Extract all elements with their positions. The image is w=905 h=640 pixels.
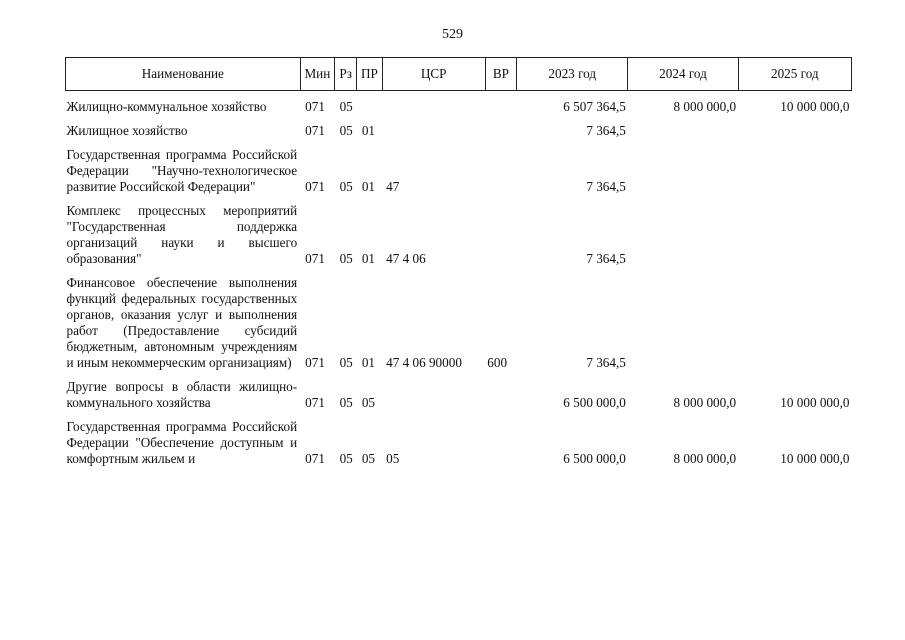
header-min: Мин [300, 58, 334, 91]
row-min: 071 [305, 395, 325, 410]
row-pr: 01 [361, 123, 375, 138]
row-2024 [628, 275, 738, 371]
table-row [66, 147, 852, 195]
row-vr [485, 203, 516, 267]
row-vr [485, 99, 516, 115]
row-min: 071 [305, 355, 325, 370]
row-pr: 05 [361, 451, 375, 466]
row-min: 071 [305, 123, 325, 138]
row-vr [485, 379, 516, 411]
row-2023: 7 364,5 [586, 179, 626, 194]
row-vr [485, 419, 516, 467]
row-2024: 8 000 000,0 [673, 99, 737, 114]
row-csr: 47 4 06 [386, 251, 426, 266]
header-row [66, 58, 852, 91]
row-min: 071 [305, 179, 325, 194]
row-min: 071 [305, 451, 325, 466]
row-csr: 47 [386, 179, 400, 194]
row-2024: 8 000 000,0 [673, 395, 737, 410]
table-body [66, 91, 852, 468]
row-min: 071 [305, 251, 325, 266]
row-rz: 05 [339, 451, 353, 466]
header-name: Наименование [66, 58, 301, 91]
row-2025: 10 000 000,0 [780, 395, 850, 410]
table-row [66, 203, 852, 267]
row-name: Другие вопросы в области жилищно-коммунального хозяйства [66, 379, 298, 410]
row-2023: 6 500 000,0 [563, 451, 626, 466]
row-2023: 6 507 364,5 [563, 99, 626, 114]
row-vr [485, 123, 516, 139]
header-2024: 2024 год [628, 58, 738, 91]
row-pr: 01 [361, 355, 375, 370]
row-2023: 7 364,5 [586, 355, 626, 370]
row-2025 [738, 275, 851, 371]
row-2024: 8 000 000,0 [673, 451, 737, 466]
row-2024 [628, 147, 738, 195]
row-2025: 10 000 000,0 [780, 99, 850, 114]
row-csr: 05 [386, 451, 400, 466]
row-2023: 7 364,5 [586, 251, 626, 266]
header-rz: Рз [335, 58, 357, 91]
table-row [66, 379, 852, 411]
row-rz: 05 [339, 395, 353, 410]
header-pr: ПР [357, 58, 382, 91]
row-rz: 05 [339, 251, 353, 266]
budget-table [65, 57, 852, 467]
row-rz: 05 [339, 179, 353, 194]
table-row [66, 99, 852, 115]
row-2023: 6 500 000,0 [563, 395, 626, 410]
row-pr: 05 [361, 395, 375, 410]
header-vr: ВР [485, 58, 516, 91]
row-csr [382, 123, 485, 139]
table-row [66, 275, 852, 371]
row-2025 [738, 147, 851, 195]
row-name: Государственная программа Российской Федерации "Научно-технологическое развитие Российской Федерации" [66, 147, 298, 194]
row-2025 [738, 123, 851, 139]
row-name: Государственная программа Российской Федерации "Обеспечение доступным и комфортным жильем и [66, 419, 298, 466]
row-2025: 10 000 000,0 [780, 451, 850, 466]
row-rz: 05 [339, 123, 353, 138]
row-pr [357, 99, 382, 115]
table-header [66, 58, 852, 91]
row-min: 071 [305, 99, 325, 114]
row-name: Комплекс процессных мероприятий "Государственная поддержка организаций науки и высшего образования" [66, 203, 298, 266]
row-name: Финансовое обеспечение выполнения функций федеральных государственных органов, оказания услуг и выполнения работ (Предоставление субсидий бюджетным, автономным учреждениям и иным некоммерческим организациям) [66, 275, 298, 370]
row-pr: 01 [361, 179, 375, 194]
table-row [66, 123, 852, 139]
table-row [66, 419, 852, 467]
row-vr [485, 147, 516, 195]
row-2024 [628, 123, 738, 139]
row-rz: 05 [339, 355, 353, 370]
header-2023: 2023 год [517, 58, 628, 91]
row-rz: 05 [339, 99, 353, 114]
page-number: 529 [442, 27, 463, 42]
header-2025: 2025 год [738, 58, 851, 91]
row-vr: 600 [487, 355, 508, 370]
row-2025 [738, 203, 851, 267]
row-csr: 47 4 06 90000 [386, 355, 462, 370]
header-csr: ЦСР [382, 58, 485, 91]
row-pr: 01 [361, 251, 375, 266]
row-name: Жилищное хозяйство [66, 123, 188, 138]
row-2024 [628, 203, 738, 267]
row-name: Жилищно-коммунальное хозяйство [66, 99, 267, 114]
row-2023: 7 364,5 [586, 123, 626, 138]
row-csr [382, 379, 485, 411]
row-csr [382, 99, 485, 115]
